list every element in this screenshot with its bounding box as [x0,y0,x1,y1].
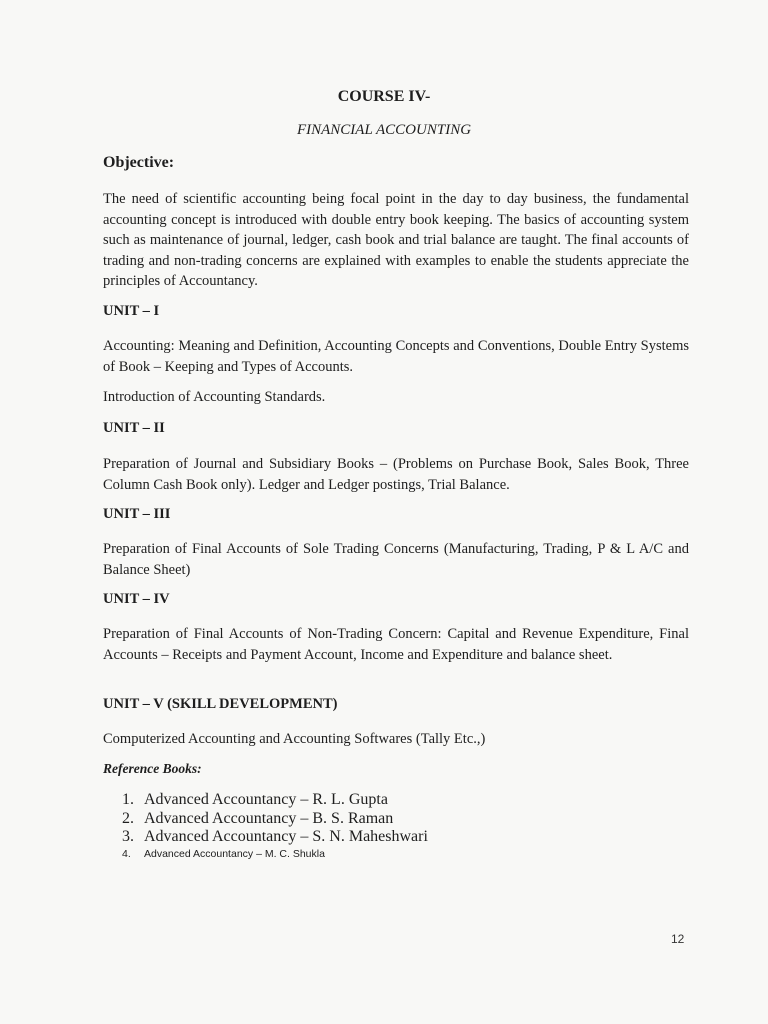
reference-book-item: 3. Advanced Accountancy – S. N. Maheshwari [122,828,428,845]
unit-4-heading: UNIT – IV [103,591,170,607]
unit-2-text: Preparation of Journal and Subsidiary Books – (Problems on Purchase Book, Sales Book, Three Column Cash Book only). Ledger and Ledger postings, Trial Balance. [103,456,689,493]
unit-4-text: Preparation of Final Accounts of Non-Trading Concern: Capital and Revenue Expenditure, Final Accounts – Receipts and Payment Account, Income and Expenditure and balance sheet. [103,626,689,663]
reference-book-item: 2. Advanced Accountancy – B. S. Raman [122,809,394,827]
reference-books-heading: Reference Books: [103,761,202,776]
unit-3-heading: UNIT – III [103,506,171,522]
reference-book-item: 1. Advanced Accountancy – R. L. Gupta [122,791,388,808]
unit-1-standards-text: Introduction of Accounting Standards. [103,389,326,405]
unit-1-text: Accounting: Meaning and Definition, Accounting Concepts and Conventions, Double Entry Systems of Book – Keeping and Types of Accounts. [103,338,689,375]
unit-1-heading: UNIT – I [103,303,160,319]
subject-title: FINANCIAL ACCOUNTING [296,122,472,138]
page-number: 12 [671,932,685,946]
objective-heading: Objective: [103,154,175,171]
reference-books-list [113,791,428,861]
reference-book-item: 4. Advanced Accountancy – M. C. Shukla [122,847,325,860]
unit-2-heading: UNIT – II [103,420,165,436]
unit-5-text: Computerized Accounting and Accounting Softwares (Tally Etc.,) [103,731,486,747]
unit-5-heading: UNIT – V (SKILL DEVELOPMENT) [103,696,338,712]
objective-text: The need of scientific accounting being focal point in the day to day business, the fundamental accounting concept is introduced with double entry book keeping. The basics of accounting system such as maintenance of journal, ledger, cash book and trial balance are taught. The final accounts of trading and non-trading concerns are explained with examples to enable the students appreciate the principles of Accountancy. [103,191,689,289]
unit-3-text: Preparation of Final Accounts of Sole Trading Concerns (Manufacturing, Trading, P & L A/C and Balance Sheet) [103,541,689,578]
course-title: COURSE IV- [337,88,431,105]
